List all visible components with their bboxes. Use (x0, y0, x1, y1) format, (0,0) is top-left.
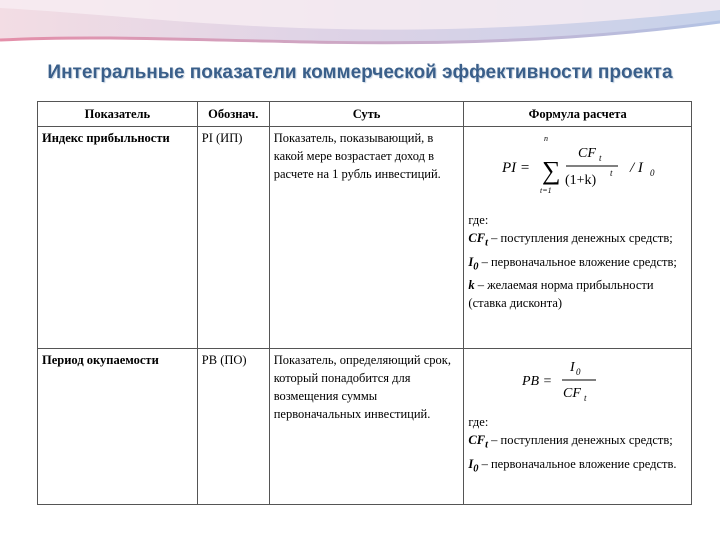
where-label: где: (468, 415, 489, 429)
indicator-cell (38, 127, 198, 349)
column-header-symbol: Обознач. (197, 102, 269, 127)
indicator-symbol: РВ (ПО) (201, 353, 247, 367)
decorative-banner (0, 0, 720, 60)
formula-denominator: (1+k) (565, 173, 597, 188)
indicator-name: Индекс прибыльности (42, 131, 170, 145)
sum-upper-limit: n (544, 134, 549, 143)
formula-denominator-sup: t (610, 168, 613, 178)
where-item: $CF_t$ – поступления денежных средств; (468, 433, 673, 451)
where-item: $I_0$ – первоначальное вложение средств; (468, 254, 677, 272)
formula-lhs: PI = (502, 160, 531, 176)
where-item: k – желаемая норма прибыльности (ставка дисконта) (468, 278, 654, 310)
formula-numerator: CF (578, 146, 597, 161)
formula-pb (468, 351, 687, 413)
formula-tail-sub: 0 (650, 168, 655, 178)
page-title: Интегральные показатели коммерческой эффективности проекта (47, 62, 673, 83)
symbol-cell (197, 127, 269, 349)
column-header-formula: Формула расчета (464, 102, 692, 127)
essence-cell (269, 127, 464, 349)
where-item: $I_0$ – первоначальное вложение средств. (468, 456, 677, 474)
indicators-table (37, 101, 692, 505)
formula-cell (464, 349, 692, 505)
where-label: где: (468, 213, 489, 227)
sum-lower-limit: t=1 (540, 186, 553, 195)
formula-cell (464, 127, 692, 349)
essence-cell (269, 349, 464, 505)
column-header-indicator: Показатель (38, 102, 198, 127)
formula-pi-graphic (502, 129, 702, 209)
formula-denominator: CF (563, 386, 582, 401)
formula-pb-graphic (522, 351, 642, 411)
formula-numerator-sub: 0 (576, 367, 581, 377)
formula-numerator: I (570, 360, 576, 375)
table-row (38, 349, 692, 505)
indicator-name: Период окупаемости (42, 353, 159, 367)
table-row (38, 127, 692, 349)
formula-pi (468, 129, 687, 211)
symbol-cell (197, 349, 269, 505)
indicator-essence: Показатель, определяющий срок, который понадобится для возмещения суммы первоначальных инвестиций. (273, 353, 451, 421)
summation-icon: ∑ (542, 156, 561, 185)
where-item: $CF_t$ – поступления денежных средств; (468, 231, 673, 249)
indicator-symbol: PI (ИП) (201, 131, 243, 145)
formula-denominator-sub: t (584, 393, 587, 403)
indicator-cell (38, 349, 198, 505)
table-header-row (38, 102, 692, 127)
column-header-essence: Суть (269, 102, 464, 127)
formula-lhs: PB = (522, 374, 553, 389)
formula-tail: / I (630, 160, 644, 176)
indicator-essence: Показатель, показывающий, в какой мере возрастает доход в расчете на 1 рубль инвестиций. (273, 131, 441, 181)
formula-numerator-sub: t (599, 153, 602, 163)
